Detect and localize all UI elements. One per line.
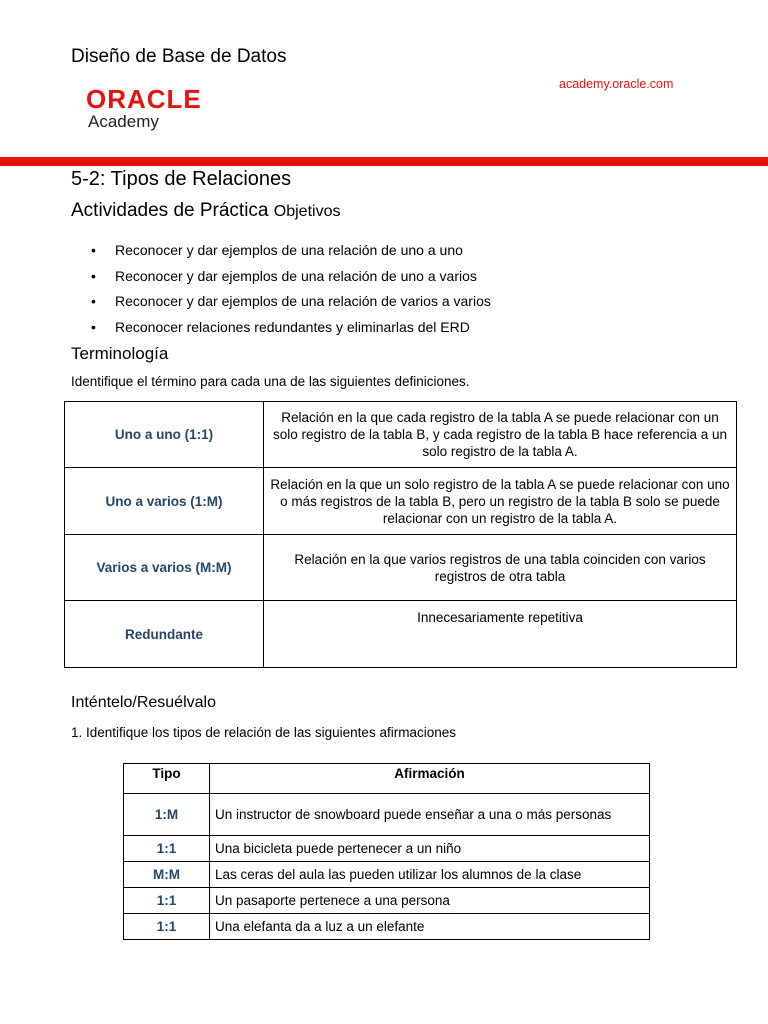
objective-item: • Reconocer y dar ejemplos de una relación de varios a varios: [91, 291, 491, 317]
afirmacion-cell: Un pasaporte pertenece a una persona: [210, 888, 650, 914]
practice-heading: [71, 200, 340, 222]
afirmacion-cell: Las ceras del aula las pueden utilizar los alumnos de la clase: [210, 862, 650, 888]
tipo-cell: 1:1: [124, 888, 210, 914]
tipo-cell: 1:1: [124, 914, 210, 940]
term-cell: Varios a varios (M:M): [65, 535, 264, 601]
lesson-title: 5-2: Tipos de Relaciones: [71, 168, 292, 190]
terminology-table: [64, 401, 737, 668]
table-row: [65, 402, 737, 468]
objectives-list: [91, 240, 491, 342]
term-cell: Redundante: [65, 601, 264, 668]
column-header-afirmacion: Afirmación: [210, 764, 650, 794]
logo-wordmark: ORACLE: [86, 84, 202, 114]
definition-cell: Relación en la que varios registros de una tabla coinciden con varios registros de otra tabla: [264, 535, 737, 601]
tipo-cell: 1:1: [124, 836, 210, 862]
tipo-cell: 1:M: [124, 794, 210, 836]
table-row: [65, 535, 737, 601]
definition-cell: Relación en la que cada registro de la tabla A se puede relacionar con un solo registro de la tabla B, y cada registro de la tabla B hace referencia a un solo registro de la tabla A.: [264, 402, 737, 468]
term-cell: Uno a varios (1:M): [65, 468, 264, 535]
table-header-row: [124, 764, 650, 794]
table-row: [124, 836, 650, 862]
objective-item: • Reconocer y dar ejemplos de una relación de uno a varios: [91, 266, 491, 292]
table-row: [65, 468, 737, 535]
objective-item: • Reconocer y dar ejemplos de una relación de uno a uno: [91, 240, 491, 266]
exercise-question: 1. Identifique los tipos de relación de las siguientes afirmaciones: [71, 725, 456, 740]
table-row: [124, 862, 650, 888]
course-title: Diseño de Base de Datos: [71, 46, 287, 67]
table-row: [124, 888, 650, 914]
afirmacion-cell: Un instructor de snowboard puede enseñar a una o más personas: [210, 794, 650, 836]
column-header-tipo: Tipo: [124, 764, 210, 794]
terminology-instructions: Identifique el término para cada una de las siguientes definiciones.: [71, 374, 470, 389]
practice-title: Actividades de Práctica: [71, 200, 269, 221]
definition-cell: Innecesariamente repetitiva: [264, 601, 737, 668]
objective-item: • Reconocer relaciones redundantes y eliminarlas del ERD: [91, 317, 491, 343]
afirmacion-cell: Una bicicleta puede pertenecer a un niño: [210, 836, 650, 862]
definition-cell: Relación en la que un solo registro de la tabla A se puede relacionar con uno o más registros de la tabla B, pero un registro de la tabla B solo se puede relacionar con un registro de la tabla A.: [264, 468, 737, 535]
tipo-cell: M:M: [124, 862, 210, 888]
oracle-academy-logo: [86, 86, 226, 138]
header-divider-bar: [0, 157, 768, 166]
site-url-link[interactable]: academy.oracle.com: [559, 77, 674, 91]
objectives-label: Objetivos: [273, 203, 341, 220]
table-row: [124, 794, 650, 836]
afirmacion-cell: Una elefanta da a luz a un elefante: [210, 914, 650, 940]
table-row: [124, 914, 650, 940]
logo-subtitle: Academy: [88, 112, 159, 131]
terminology-heading: Terminología: [71, 344, 169, 363]
term-cell: Uno a uno (1:1): [65, 402, 264, 468]
exercise-heading: Inténtelo/Resuélvalo: [71, 694, 216, 711]
relationship-table: [123, 763, 650, 940]
table-row: [65, 601, 737, 668]
